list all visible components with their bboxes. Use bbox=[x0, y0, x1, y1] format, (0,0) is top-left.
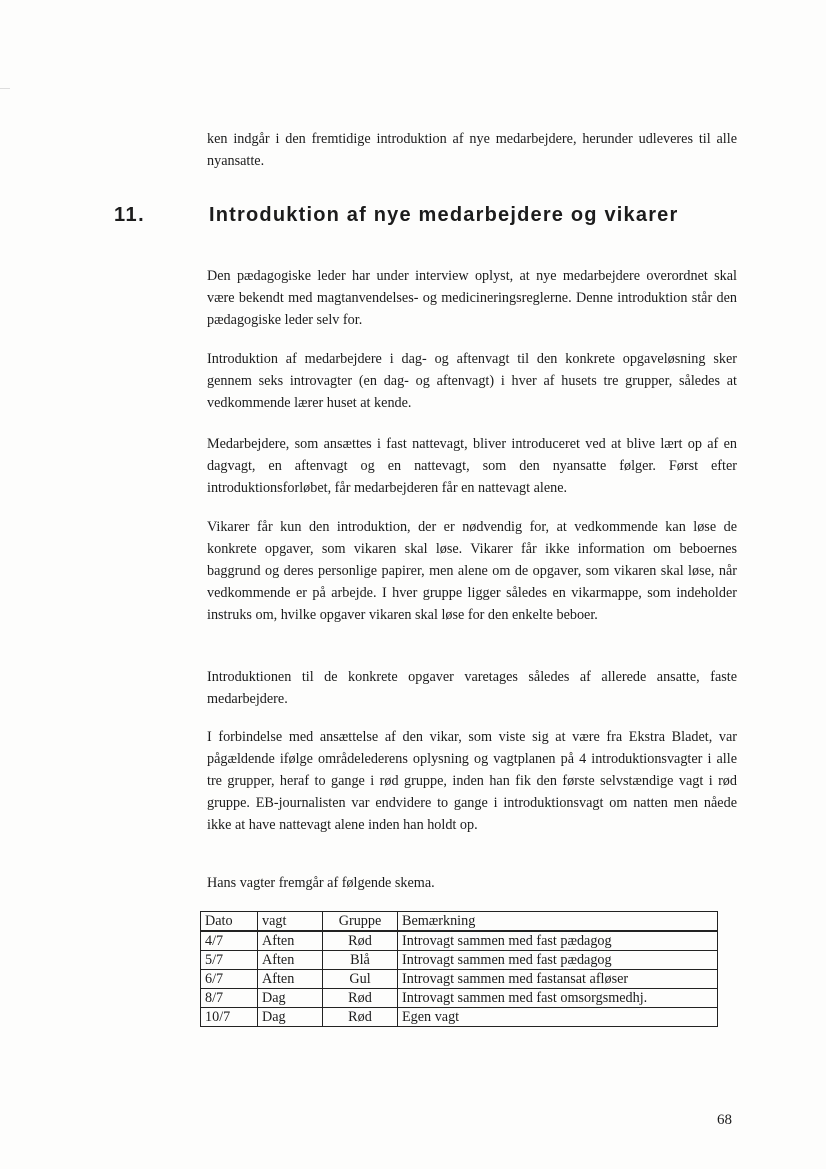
header-bemaerkning: Bemærkning bbox=[398, 912, 718, 932]
cell-gruppe: Rød bbox=[323, 1008, 398, 1027]
cell-dato: 4/7 bbox=[201, 931, 258, 951]
cell-bemaerkning: Introvagt sammen med fast pædagog bbox=[398, 931, 718, 951]
cell-bemaerkning: Introvagt sammen med fastansat afløser bbox=[398, 970, 718, 989]
cell-gruppe: Gul bbox=[323, 970, 398, 989]
paragraph-leader-interview: Den pædagogiske leder har under interview oplyst, at nye medarbejdere overordnet skal være bekendt med magtanvendelses- og medicineringsreglerne. Denne introduktion står den pædagogiske leder selv for. bbox=[207, 268, 737, 328]
paragraph-eb-journalist: I forbindelse med ansættelse af den vikar, som viste sig at være fra Ekstra Bladet, var pågældende ifølge områdelederens oplysning og vagtplanen på 4 introduktionsvagter i alle tre grupper, heraf to gange i rød gruppe, inden han fik den første selvstændige vagt i rød gruppe. EB-journalisten var endvidere to gange i introduktionsvagt om natten men nåede ikke at have nattevagt alene inden han holdt op. bbox=[207, 729, 737, 833]
cell-gruppe: Blå bbox=[323, 951, 398, 970]
cell-bemaerkning: Introvagt sammen med fast pædagog bbox=[398, 951, 718, 970]
cell-vagt: Aften bbox=[258, 931, 323, 951]
table-row bbox=[201, 951, 718, 970]
table-row bbox=[201, 1008, 718, 1027]
cell-dato: 5/7 bbox=[201, 951, 258, 970]
cell-vagt: Aften bbox=[258, 951, 323, 970]
cell-vagt: Dag bbox=[258, 1008, 323, 1027]
cell-dato: 8/7 bbox=[201, 989, 258, 1008]
paragraph-schedule-intro: Hans vagter fremgår af følgende skema. bbox=[207, 875, 435, 891]
paragraph-day-evening-intro: Introduktion af medarbejdere i dag- og aftenvagt til den konkrete opgaveløsning sker gennem seks introvagter (en dag- og aftenvagt) i hver af husets tre grupper, således at vedkommende lærer huset at kende. bbox=[207, 351, 737, 411]
table-header-row bbox=[201, 912, 718, 932]
cell-gruppe: Rød bbox=[323, 989, 398, 1008]
page-number: 68 bbox=[717, 1112, 732, 1128]
table-row bbox=[201, 970, 718, 989]
header-gruppe: Gruppe bbox=[323, 912, 398, 932]
header-dato: Dato bbox=[201, 912, 258, 932]
header-vagt: vagt bbox=[258, 912, 323, 932]
cell-vagt: Aften bbox=[258, 970, 323, 989]
cell-bemaerkning: Introvagt sammen med fast omsorgsmedhj. bbox=[398, 989, 718, 1008]
cell-dato: 6/7 bbox=[201, 970, 258, 989]
cell-dato: 10/7 bbox=[201, 1008, 258, 1027]
table-row bbox=[201, 989, 718, 1008]
table-row bbox=[201, 931, 718, 951]
paragraph-substitutes: Vikarer får kun den introduktion, der er nødvendig for, at vedkommende kan løse de konkrete opgaver, som vikaren skal løse. Vikarer får ikke information om beboernes baggrund og deres personlige papirer, men alene om de opgaver, som vikaren skal løse, når vedkommende er på arbejde. I hver gruppe ligger således en vikarmappe, som indeholder instruks om, hvilke opgaver vikaren skal løse for den enkelte beboer. bbox=[207, 519, 737, 623]
section-number: 11. bbox=[114, 204, 146, 226]
paragraph-night-shift-intro: Medarbejdere, som ansættes i fast nattevagt, bliver introduceret ved at blive lært op af en dagvagt, en aftenvagt og en nattevagt, som den nyansatte følger. Først efter introduktionsforløbet, får medarbejderen får en nattevagt alene. bbox=[207, 436, 737, 496]
paragraph-staff-responsibility: Introduktionen til de konkrete opgaver varetages således af allerede ansatte, faste medarbejdere. bbox=[207, 669, 737, 707]
cell-vagt: Dag bbox=[258, 989, 323, 1008]
scan-margin-mark bbox=[0, 88, 10, 89]
intro-paragraph: ken indgår i den fremtidige introduktion af nye medarbejdere, herunder udleveres til alle nyansatte. bbox=[207, 131, 737, 169]
shift-schedule-table bbox=[200, 911, 718, 1027]
section-title: Introduktion af nye medarbejdere og vikarer bbox=[209, 204, 679, 226]
cell-bemaerkning: Egen vagt bbox=[398, 1008, 718, 1027]
cell-gruppe: Rød bbox=[323, 931, 398, 951]
